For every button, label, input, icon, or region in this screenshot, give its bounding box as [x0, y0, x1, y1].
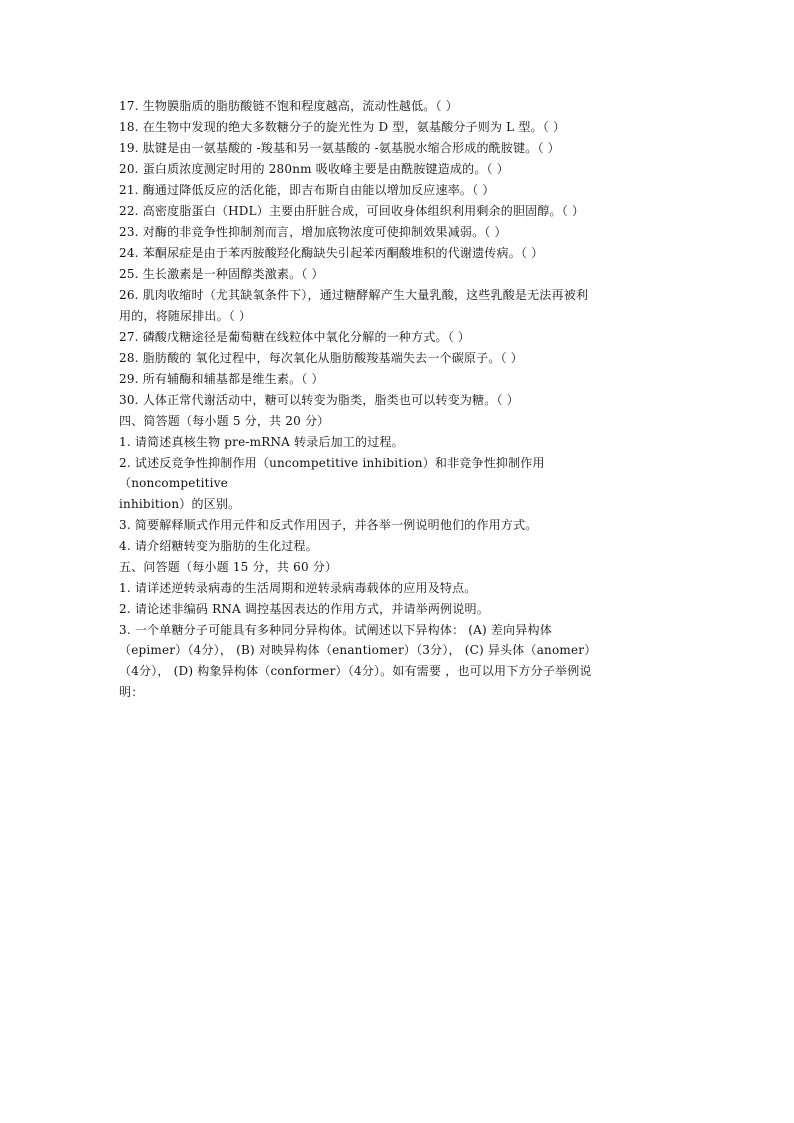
question-18: 18. 在生物中发现的绝大多数糖分子的旋光性为 D 型，氨基酸分子则为 L 型。（ ） — [119, 120, 566, 134]
question-19: 19. 肽键是由一氨基酸的 -羧基和另一氨基酸的 -氨基脱水缩合形成的酰胺键。（ ） — [119, 141, 560, 155]
section-5-question-3-line-2: （epimer）（4分）， (B) 对映异构体（enantiomer）（3分）， (C) 异头体（anomer） — [119, 643, 597, 657]
question-26-line-2: 用的，将随尿排出。（ ） — [119, 309, 252, 323]
section-5-question-2: 2. 请论述非编码 RNA 调控基因表达的作用方式，并请举两例说明。 — [119, 602, 489, 616]
section-5-question-3-line-1: 3. 一个单糖分子可能具有多种同分异构体。试阐述以下异构体： (A) 差向异构体 — [119, 623, 552, 637]
question-20: 20. 蛋白质浓度测定时用的 280nm 吸收峰主要是由酰胺键造成的。（ ） — [119, 162, 509, 176]
question-28: 28. 脂肪酸的 氧化过程中，每次氧化从脂肪酸羧基端失去一个碳原子。（ ） — [119, 351, 523, 365]
question-17: 17. 生物膜脂质的脂肪酸链不饱和程度越高，流动性越低。（ ） — [119, 99, 458, 113]
section-4-question-1: 1. 请简述真核生物 pre-mRNA 转录后加工的过程。 — [119, 435, 404, 449]
section-4-heading: 四、简答题（每小题 5 分，共 20 分） — [119, 414, 330, 428]
question-24: 24. 苯酮尿症是由于苯丙胺酸羟化酶缺失引起苯丙酮酸堆积的代谢遗传病。（ ） — [119, 246, 544, 260]
section-5-question-1: 1. 请详述逆转录病毒的生活周期和逆转录病毒载体的应用及特点。 — [119, 581, 477, 595]
question-29: 29. 所有辅酶和辅基都是维生素。（ ） — [119, 372, 324, 386]
question-26-line-1: 26. 肌肉收缩时（尤其缺氧条件下），通过糖酵解产生大量乳酸，这些乳酸是无法再被利 — [119, 288, 589, 302]
section-4-question-2-line-2: （noncompetitive — [119, 476, 228, 490]
question-27: 27. 磷酸戊糖途径是葡萄糖在线粒体中氧化分解的一种方式。（ ） — [119, 330, 471, 344]
section-4-question-4: 4. 请介绍糖转变为脂肪的生化过程。 — [119, 539, 318, 553]
section-4-question-2-line-1: 2. 试述反竞争性抑制作用（uncompetitive inhibition）和非竞争性抑制作用 — [119, 456, 545, 470]
section-4-question-3: 3. 简要解释顺式作用元件和反式作用因子，并各举一例说明他们的作用方式。 — [119, 518, 538, 532]
question-25: 25. 生长激素是一种固醇类激素。（ ） — [119, 267, 324, 281]
section-5-heading: 五、问答题（每小题 15 分，共 60 分） — [119, 560, 338, 574]
section-5-question-3-line-3: （4分）， (D) 构象异构体（conformer）（4分）。如有需要 ，也可以用下方分子举例说 — [119, 664, 592, 678]
question-22: 22. 高密度脂蛋白（HDL）主要由肝脏合成，可回收身体组织利用剩余的胆固醇。（ ） — [119, 204, 585, 218]
question-21: 21. 酶通过降低反应的活化能，即吉布斯自由能以增加反应速率。（ ） — [119, 183, 495, 197]
question-23: 23. 对酶的非竞争性抑制剂而言，增加底物浓度可使抑制效果减弱。（ ） — [119, 225, 507, 239]
question-30: 30. 人体正常代谢活动中，糖可以转变为脂类，脂类也可以转变为糖。（ ） — [119, 393, 519, 407]
section-5-question-3-line-4: 明： — [119, 685, 144, 699]
section-4-question-2-line-3: inhibition）的区别。 — [119, 497, 241, 511]
